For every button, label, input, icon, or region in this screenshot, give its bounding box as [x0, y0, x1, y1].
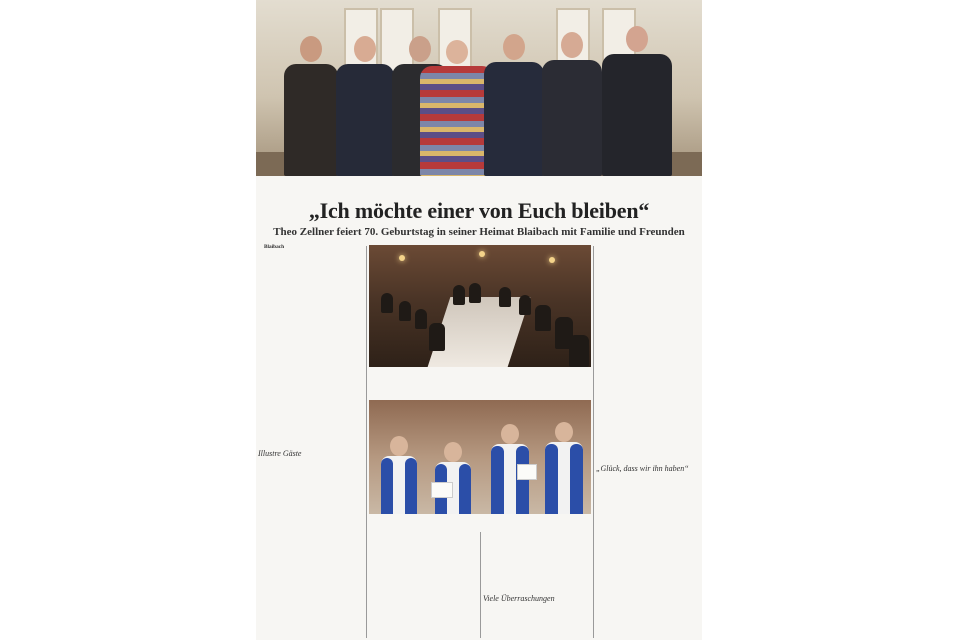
- column-3-top: [483, 532, 591, 588]
- column-2: [369, 532, 477, 638]
- article-subline: Theo Zellner feiert 70. Geburtstag in seiner Heimat Blaibach mit Familie und Freunden: [273, 226, 685, 238]
- subhead-ueberraschungen: Viele Überraschungen: [483, 594, 555, 603]
- group-photo: [256, 0, 702, 176]
- subhead-illustre: Illustre Gäste: [258, 449, 302, 458]
- dateline: Blaibach: [264, 244, 285, 250]
- column-rule: [366, 246, 367, 638]
- column-3-bottom: [483, 608, 591, 638]
- column-4-bottom: [596, 478, 700, 638]
- subhead-glueck: „Glück, dass wir ihn haben“: [596, 464, 689, 473]
- article-headline: „Ich möchte einer von Euch bleiben“: [308, 198, 650, 223]
- column-4-top: [596, 244, 700, 458]
- column-rule: [480, 532, 481, 638]
- newspaper-page: [256, 0, 702, 640]
- column-1-top: [258, 244, 364, 444]
- banquet-photo: [369, 245, 591, 367]
- singers-photo: [369, 400, 591, 514]
- column-rule: [593, 246, 594, 638]
- column-1-bottom: [258, 462, 364, 638]
